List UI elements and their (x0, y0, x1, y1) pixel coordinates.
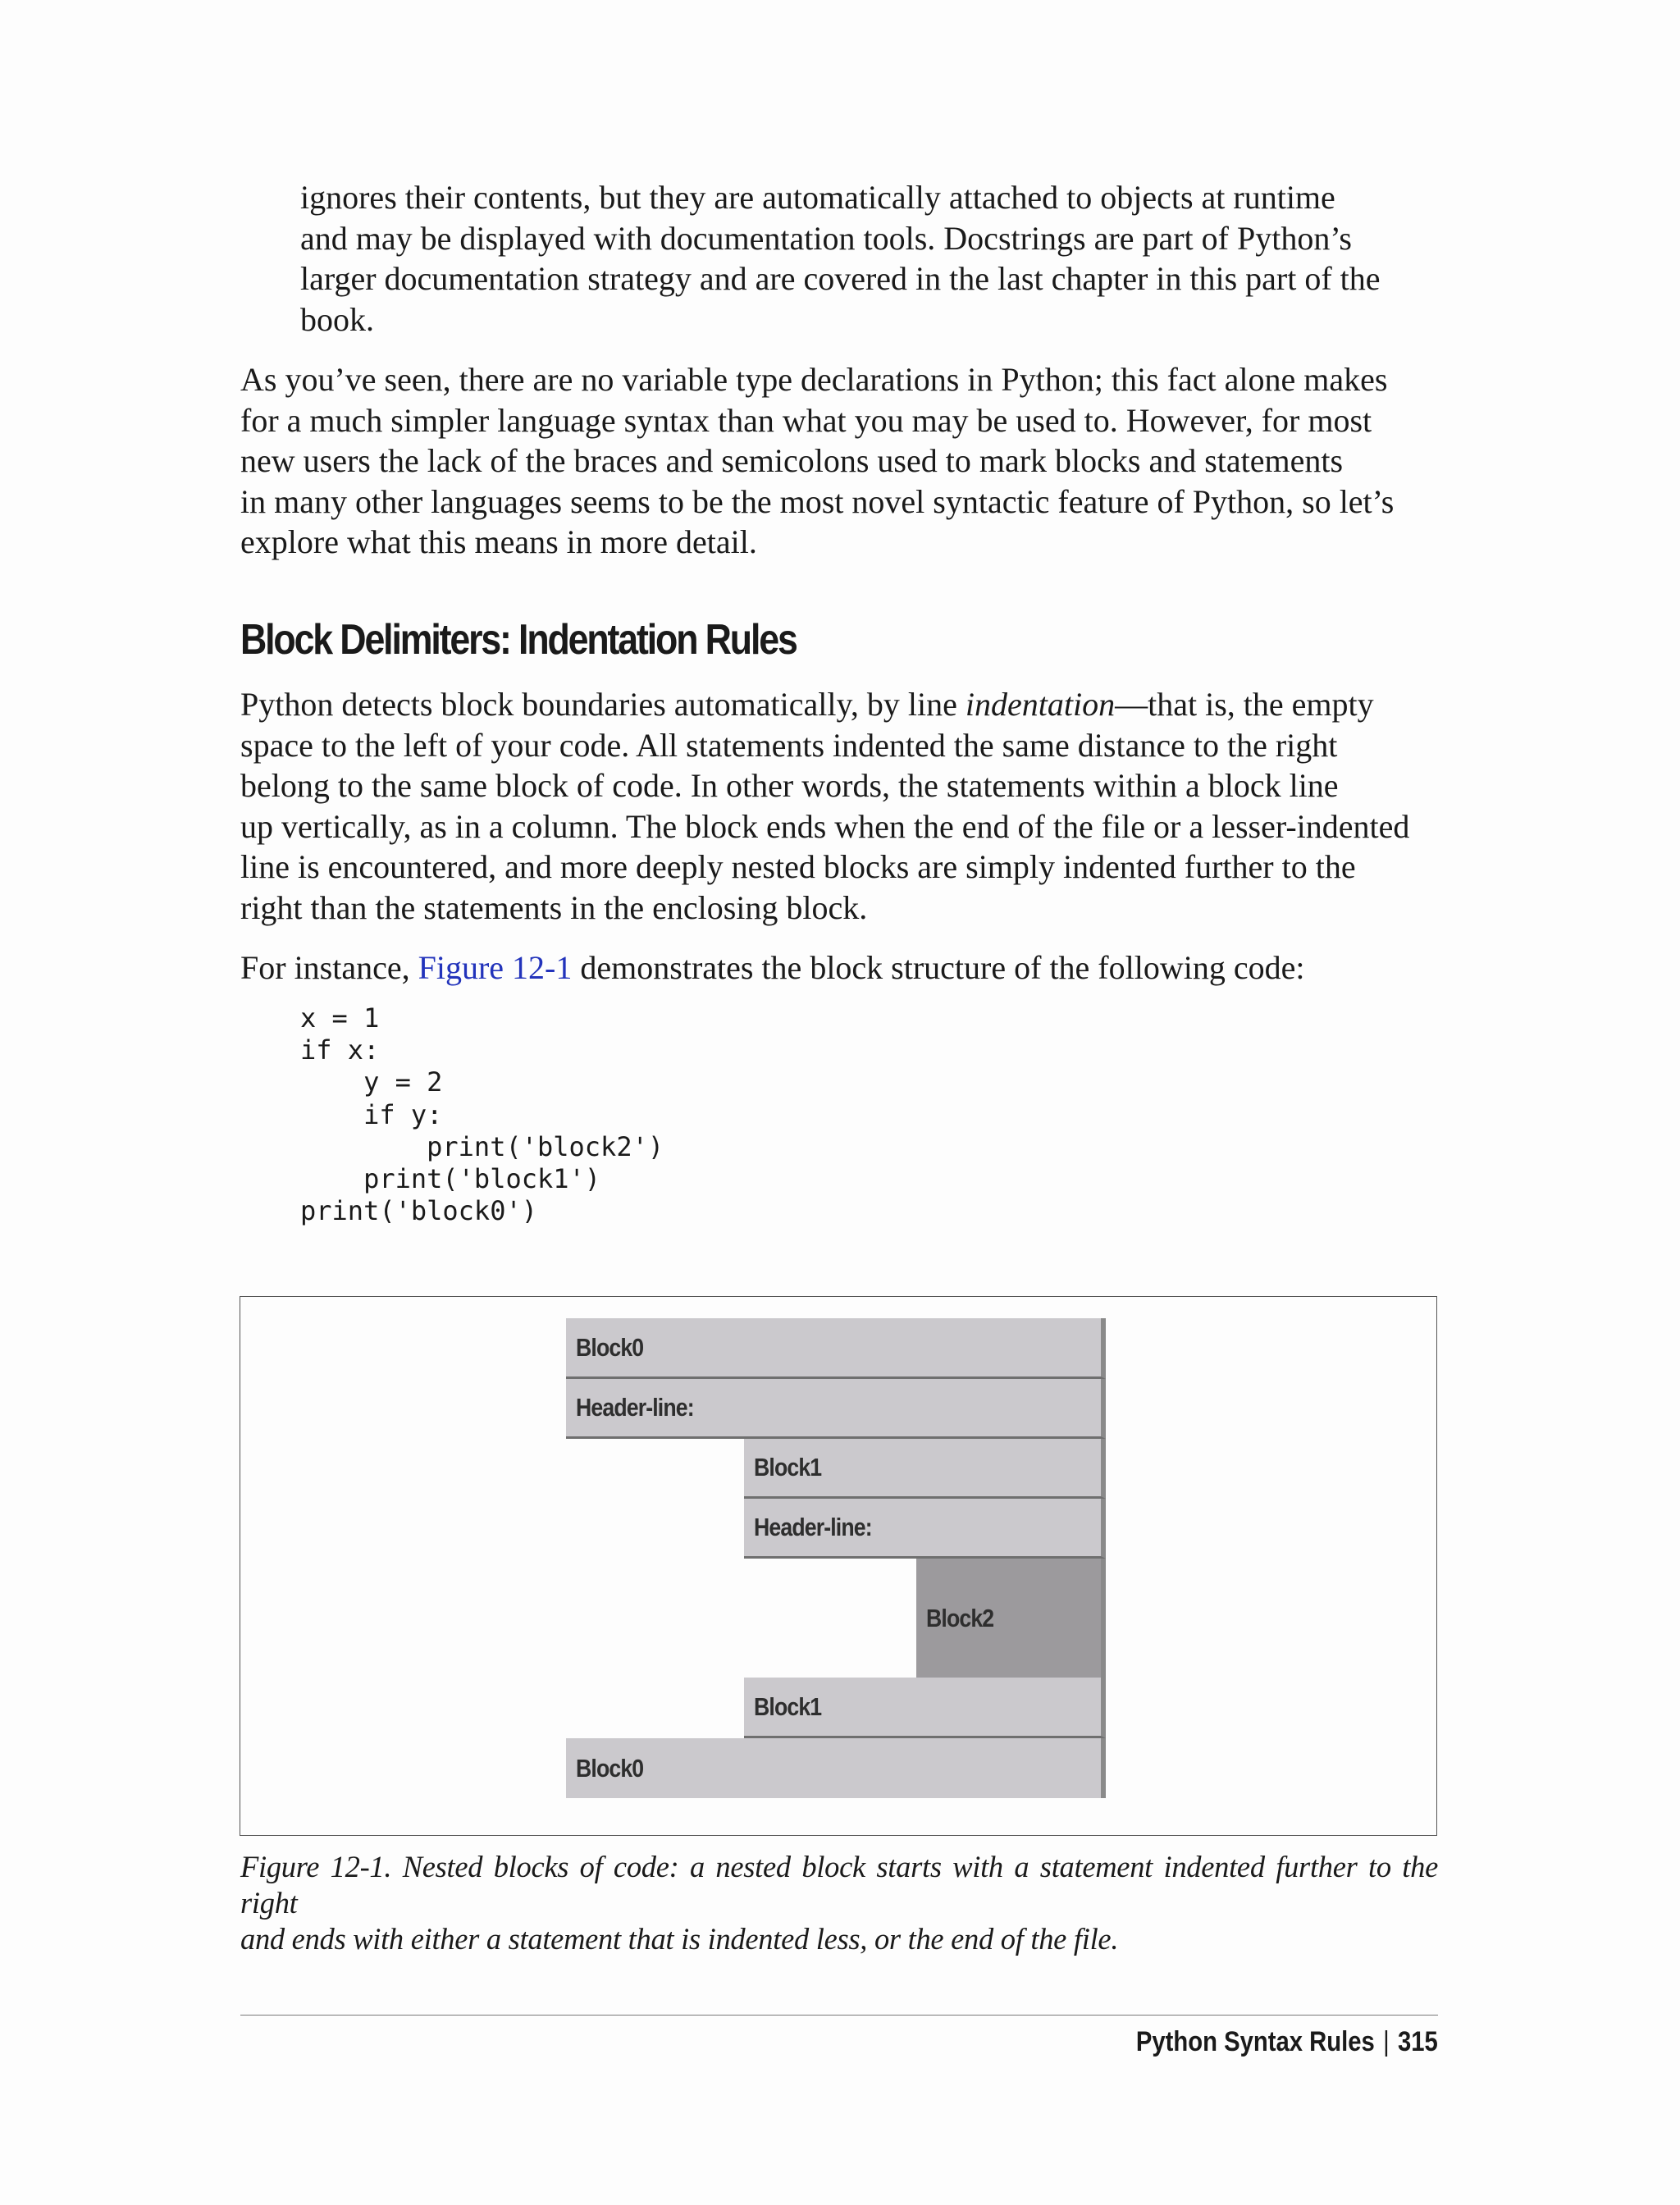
text-line: and may be displayed with documentation tools. Docstrings are part of Python’s (300, 219, 1352, 257)
text-line: explore what this means in more detail. (240, 523, 757, 560)
block-label: Block1 (754, 1691, 822, 1721)
figure-reference-paragraph (240, 947, 1438, 988)
text-line (240, 684, 1438, 725)
text-line: line is encountered, and more deeply nested blocks are simply indented further to the (240, 848, 1356, 885)
text-span: —that is, the empty (1115, 686, 1374, 723)
indentation-paragraph (240, 684, 1438, 928)
text-line: As you’ve seen, there are no variable type declarations in Python; this fact alone makes (240, 361, 1388, 398)
block-label: Block0 (576, 1332, 644, 1362)
text-line: new users the lack of the braces and semicolons used to mark blocks and statements (240, 442, 1344, 479)
text-span: For instance, (240, 949, 418, 986)
code-block: x = 1 if x: y = 2 if y: print('block2') print('block1') print('block0') (300, 1002, 664, 1227)
text-span: Python detects block boundaries automatically, by line (240, 686, 966, 723)
footer-divider (240, 2015, 1438, 2016)
text-line: book. (300, 300, 374, 338)
text-line: right than the statements in the enclosing block. (240, 888, 868, 926)
text-line: up vertically, as in a column. The block ends when the end of the file or a lesser-indented (240, 807, 1410, 845)
figure-12-1 (240, 1296, 1437, 1836)
header-line-inner (744, 1499, 1106, 1559)
figure-caption (240, 1849, 1438, 1957)
footer-separator: | (1383, 2026, 1390, 2057)
running-section-title: Python Syntax Rules (1136, 2026, 1375, 2057)
caption-line: Figure 12-1. Nested blocks of code: a nested block starts with a statement indented further to the right (240, 1850, 1438, 1920)
block2 (916, 1559, 1106, 1678)
text-span: demonstrates the block structure of the following code: (572, 949, 1305, 986)
text-line: for a much simpler language syntax than what you may be used to. However, for most (240, 401, 1372, 439)
block1-bottom (744, 1678, 1106, 1738)
block0-bottom (566, 1738, 1106, 1798)
emphasis-term: indentation (965, 686, 1116, 723)
page-footer (1136, 2026, 1438, 2058)
page-number: 315 (1398, 2026, 1438, 2057)
text-line: larger documentation strategy and are covered in the last chapter in this part of the (300, 260, 1381, 297)
syntax-paragraph (240, 359, 1438, 563)
figure-link[interactable]: Figure 12-1 (418, 949, 573, 986)
section-heading: Block Delimiters: Indentation Rules (240, 616, 797, 664)
docstring-paragraph-continuation (300, 177, 1438, 340)
block-label: Header-line: (754, 1513, 872, 1541)
text-line: ignores their contents, but they are automatically attached to objects at runtime (300, 179, 1335, 216)
header-line-outer (566, 1379, 1106, 1439)
caption-line: and ends with either a statement that is indented less, or the end of the file. (240, 1922, 1119, 1956)
text-line: in many other languages seems to be the most novel syntactic feature of Python, so let’s (240, 482, 1395, 520)
text-line: belong to the same block of code. In other words, the statements within a block line (240, 767, 1339, 804)
block-label: Header-line: (576, 1393, 694, 1422)
block-label: Block2 (926, 1603, 994, 1632)
text-line: space to the left of your code. All statements indented the same distance to the right (240, 726, 1338, 764)
block-label: Block0 (576, 1753, 644, 1783)
block-label: Block1 (754, 1453, 822, 1481)
block0-top (566, 1318, 1106, 1379)
block1-top (744, 1439, 1106, 1499)
